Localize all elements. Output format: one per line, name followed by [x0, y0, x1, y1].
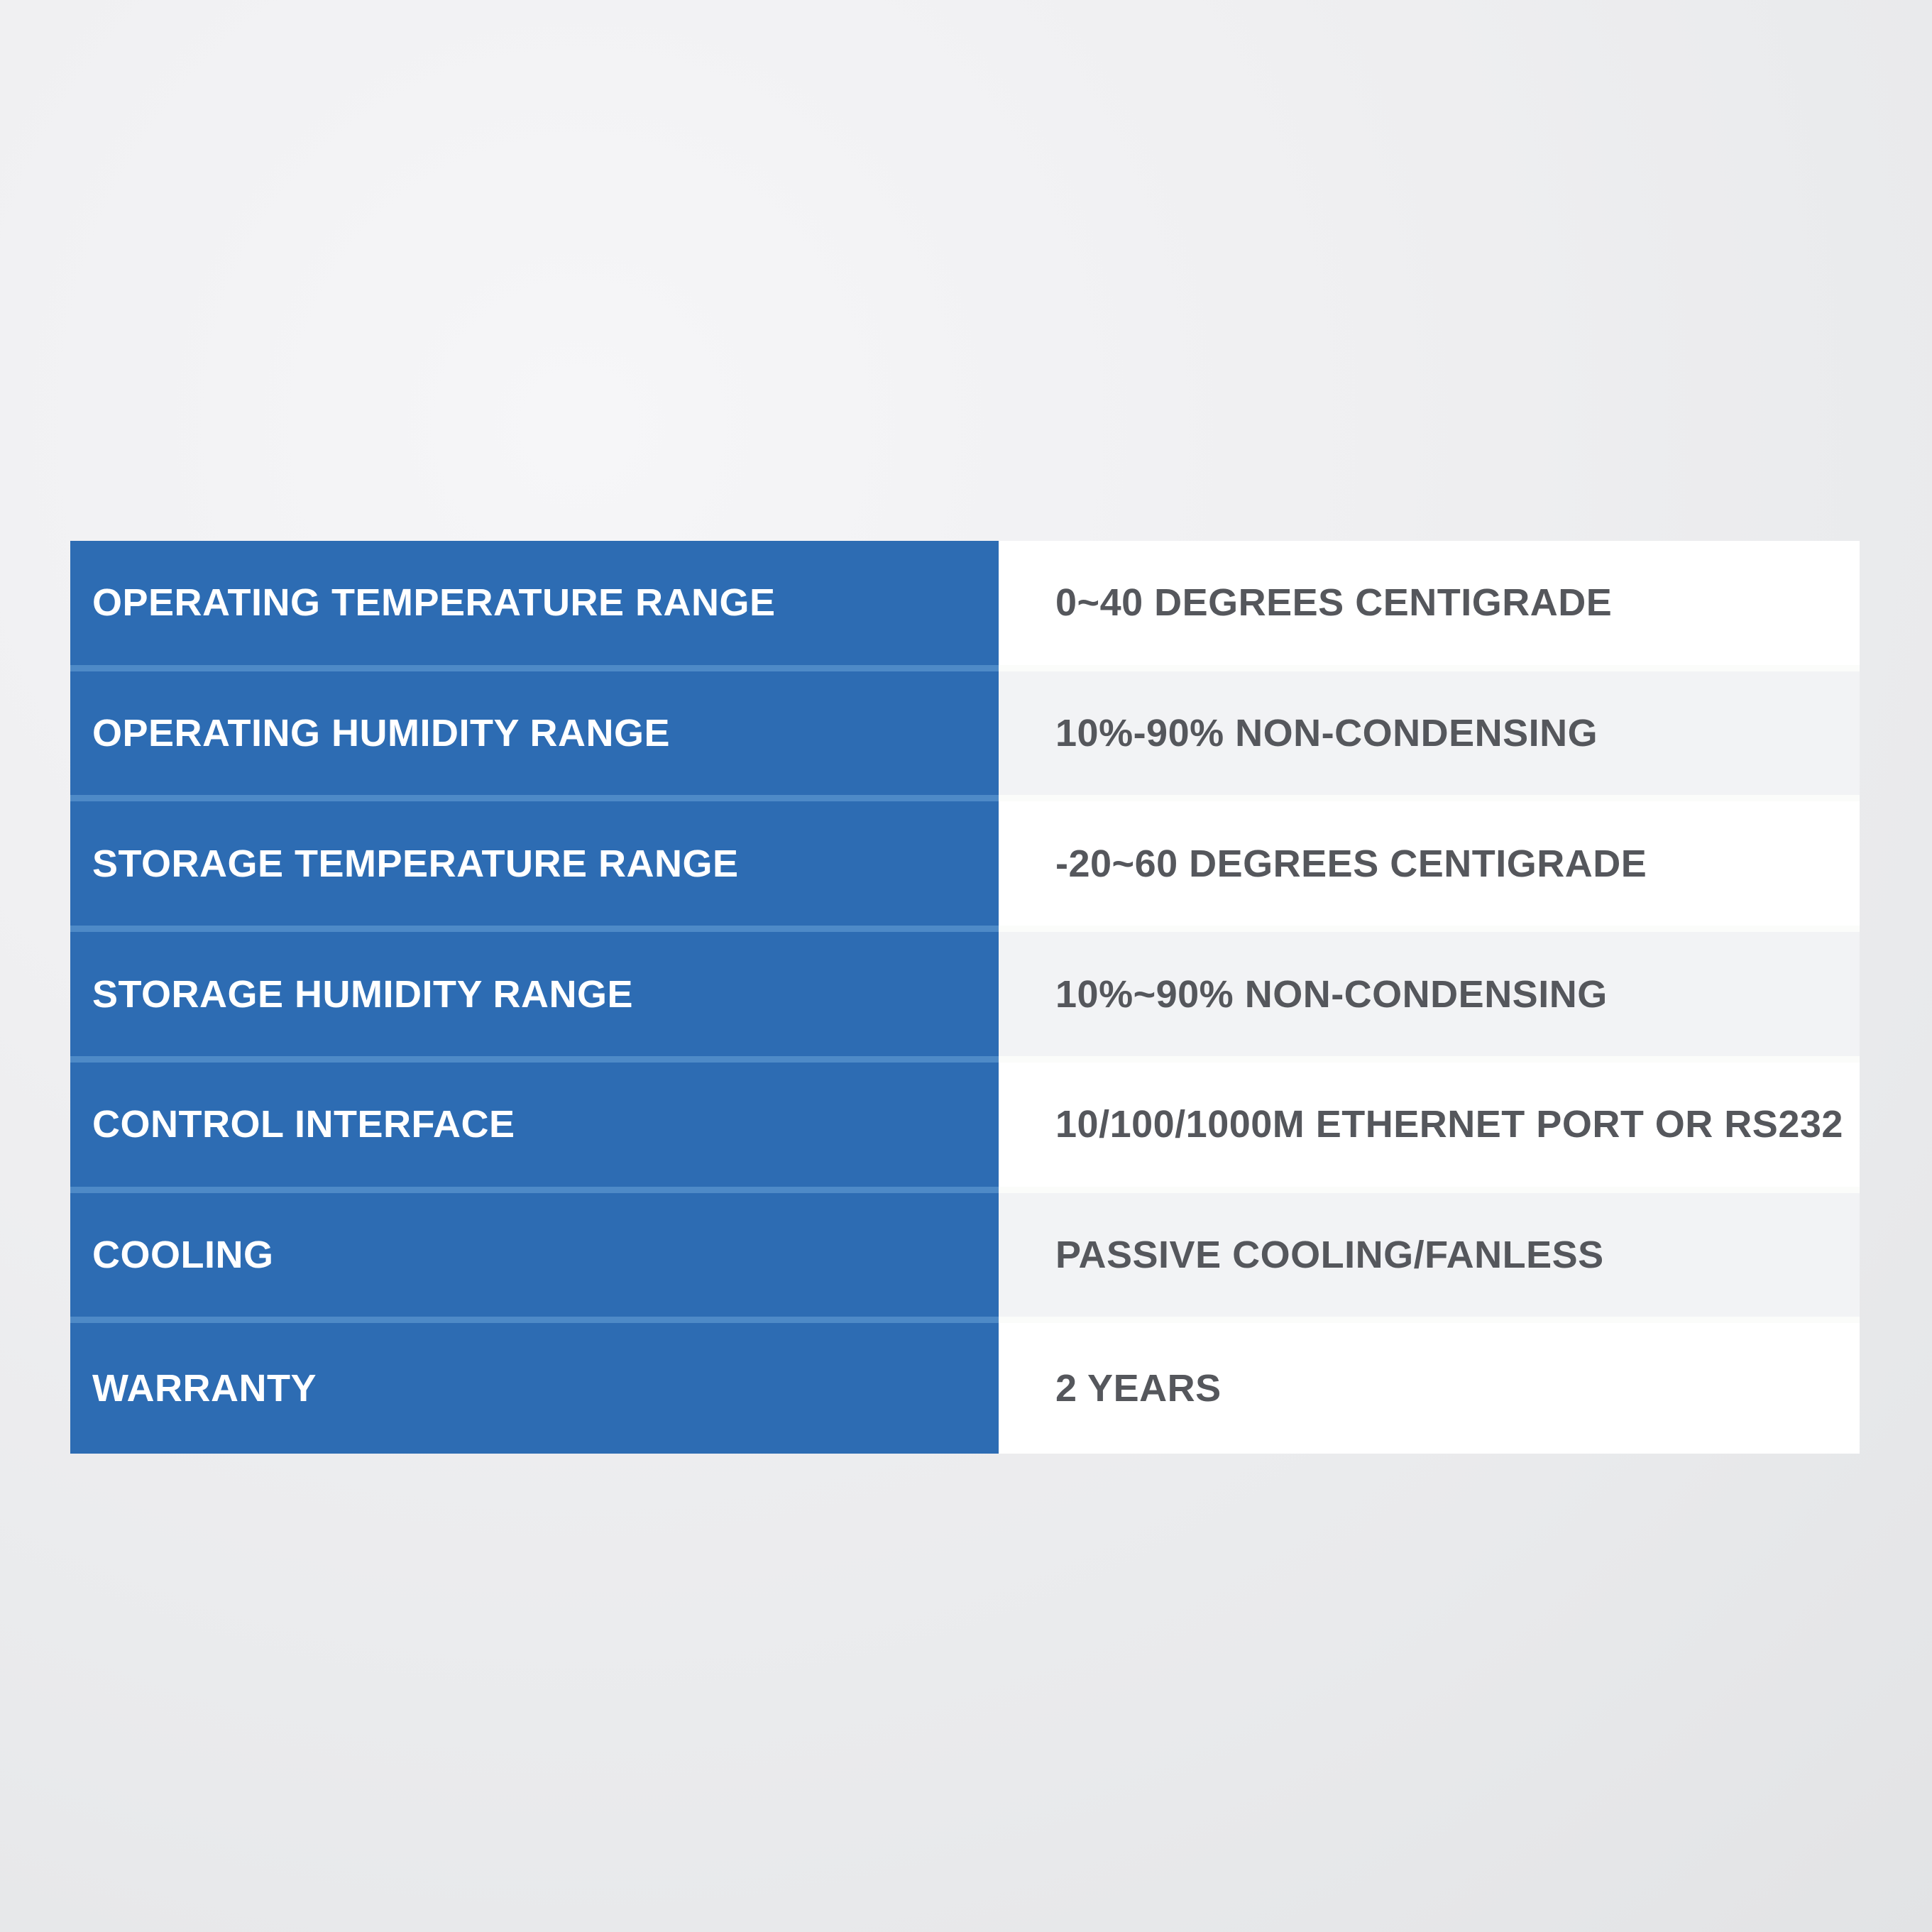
spec-label: OPERATING HUMIDITY RANGE: [70, 671, 999, 802]
table-row: [70, 1063, 1860, 1193]
spec-value: 0~40 DEGREES CENTIGRADE: [999, 541, 1860, 671]
spec-label: COOLING: [70, 1193, 999, 1324]
table-row: [70, 541, 1860, 671]
spec-value: 2 YEARS: [999, 1323, 1860, 1454]
spec-value: PASSIVE COOLING/FANLESS: [999, 1193, 1860, 1324]
table-row: [70, 932, 1860, 1063]
spec-value: 10%~90% NON-CONDENSING: [999, 932, 1860, 1063]
table-row: [70, 1193, 1860, 1324]
table-row: [70, 671, 1860, 802]
table-row: [70, 1323, 1860, 1454]
spec-label: CONTROL INTERFACE: [70, 1063, 999, 1193]
spec-label: OPERATING TEMPERATURE RANGE: [70, 541, 999, 671]
spec-label: STORAGE TEMPERATURE RANGE: [70, 801, 999, 932]
spec-value: 10%-90% NON-CONDENSING: [999, 671, 1860, 802]
spec-label: WARRANTY: [70, 1323, 999, 1454]
spec-value: -20~60 DEGREES CENTIGRADE: [999, 801, 1860, 932]
spec-value: 10/100/1000M ETHERNET PORT OR RS232: [999, 1063, 1860, 1193]
specification-table: [70, 541, 1860, 1454]
table-row: [70, 801, 1860, 932]
spec-label: STORAGE HUMIDITY RANGE: [70, 932, 999, 1063]
